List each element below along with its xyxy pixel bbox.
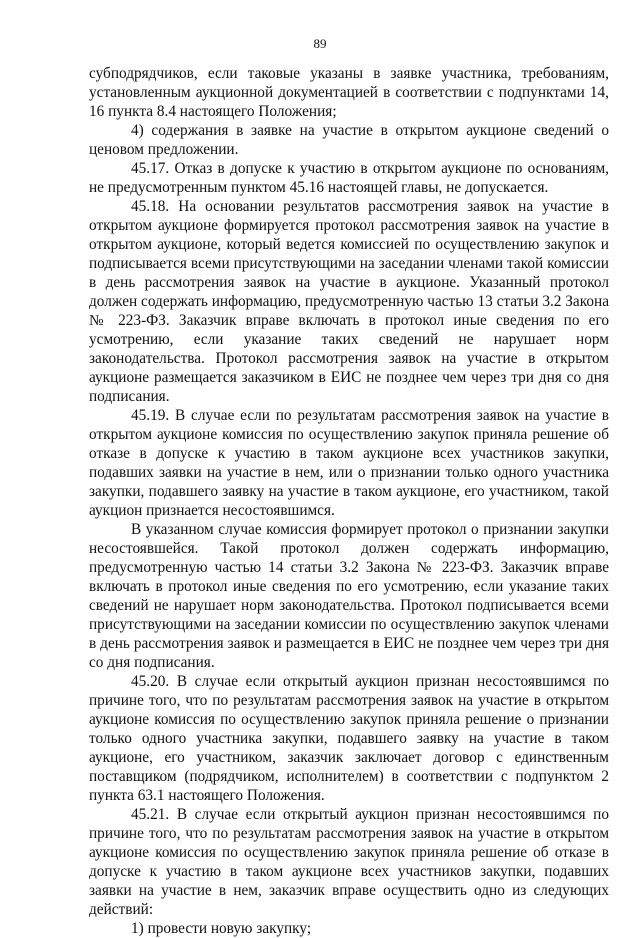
page-number: 89 (313, 36, 327, 51)
paragraph: 45.19. В случае если по результатам рассмотрения заявок на участие в открытом аукционе комиссия по осуществлению закупок приняла решение об отказе в допуске к участию в таком аукционе всех участников закупки, подавших заявки на участие в нем, или о признании только одного участника закупки, подавшего заявку на участие в таком аукционе, его участником, такой аукцион признается несостоявшимся. (89, 407, 609, 519)
paragraph: 1) провести новую закупку; (131, 920, 312, 937)
paragraph: 45.18. На основании результатов рассмотрения заявок на участие в открытом аукционе формируется протокол рассмотрения заявок на участие в открытом аукционе, который ведется комиссией по осуществлению закупок и подписывается всеми присутствующими на заседании членами такой комиссии в день рассмотрения заявок на участие в аукционе. Указанный протокол должен содержать информацию, предусмотренную частью 13 статьи 3.2 Закона № 223-ФЗ. Заказчик вправе включать в протокол иные сведения по его усмотрению, если указание таких сведений не нарушает норм законодательства. Протокол рассмотрения заявок на участие в открытом аукционе размещается заказчиком в ЕИС не позднее чем через три дня со дня подписания. (89, 198, 609, 405)
paragraph: 45.17. Отказ в допуске к участию в открытом аукционе по основаниям, не предусмотренным пунктом 45.16 настоящей главы, не допускается. (89, 160, 609, 196)
paragraph: 45.21. В случае если открытый аукцион признан несостоявшимся по причине того, что по результатам рассмотрения заявок на участие в открытом аукционе комиссия по осуществлению закупок приняла решение об отказе в допуске к участию в таком аукционе всех участников закупки, подавших заявки на участие в нем, заказчик вправе осуществить одно из следующих действий: (89, 806, 609, 918)
paragraph: В указанном случае комиссия формирует протокол о признании закупки несостоявшейся. Такой протокол должен содержать информацию, предусмотренную частью 14 статьи 3.2 Закона № 223-ФЗ. Заказчик вправе включать в протокол иные сведения по его усмотрению, если указание таких сведений не нарушает норм законодательства. Протокол подписывается всеми присутствующими на заседании комиссии по осуществлению закупок членами в день рассмотрения заявок и размещается в ЕИС не позднее чем через три дня со дня подписания. (89, 521, 609, 671)
paragraph: субподрядчиков, если таковые указаны в заявке участника, требованиям, установленным аукционной документацией в соответствии с подпунктами 14, 16 пункта 8.4 настоящего Положения; (89, 65, 609, 120)
document-body (89, 64, 609, 938)
paragraph: 4) содержания в заявке на участие в открытом аукционе сведений о ценовом предложении. (89, 122, 609, 158)
paragraph: 45.20. В случае если открытый аукцион признан несостоявшимся по причине того, что по результатам рассмотрения заявок на участие в открытом аукционе комиссия по осуществлению закупок приняла решение о признании только одного участника закупки, подавшего заявку на участие в таком аукционе, его участником, заказчик заключает договор с единственным поставщиком (подрядчиком, исполнителем) в соответствии с подпунктом 2 пункта 63.1 настоящего Положения. (89, 673, 609, 804)
